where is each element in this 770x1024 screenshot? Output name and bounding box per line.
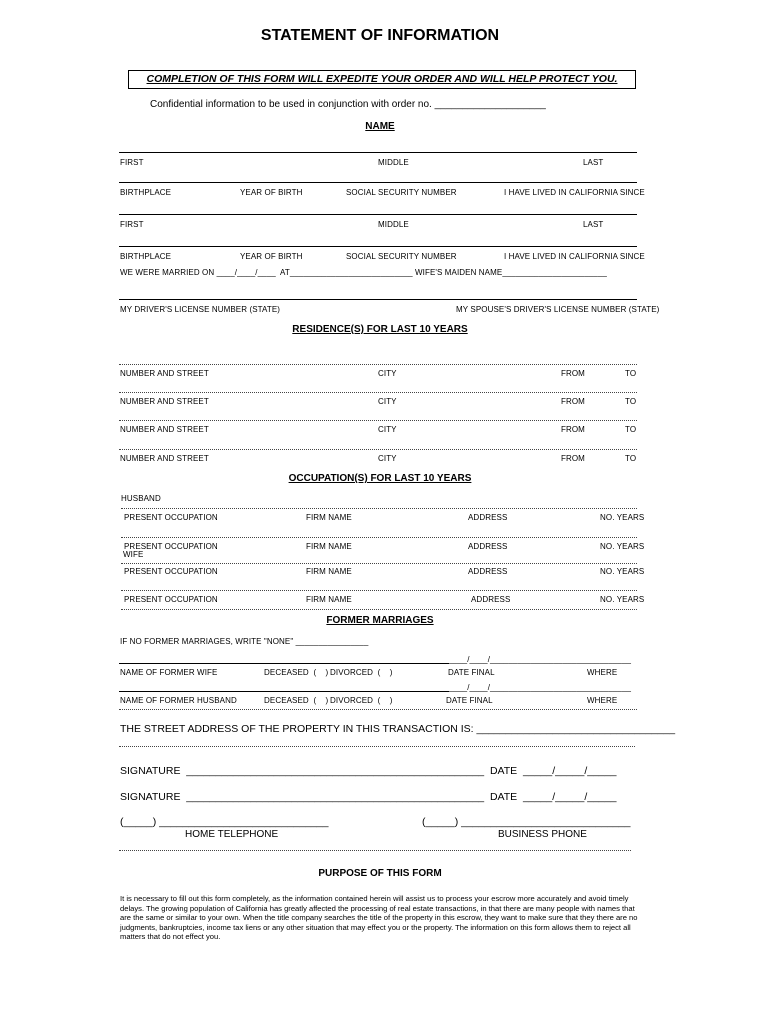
birthplace-label-2: BIRTHPLACE	[120, 252, 172, 261]
firm-name-label: FIRM NAME	[306, 567, 352, 576]
to-label: TO	[625, 425, 637, 434]
city-label: CITY	[378, 454, 397, 463]
middle-label-2: MIDDLE	[378, 220, 409, 229]
occupation-line-3[interactable]	[121, 563, 637, 564]
to-label: TO	[625, 369, 637, 378]
firm-name-label: FIRM NAME	[306, 542, 352, 551]
to-label: TO	[625, 397, 637, 406]
residence-heading: RESIDENCE(S) FOR LAST 10 YEARS	[292, 324, 468, 335]
present-occupation-label: PRESENT OCCUPATION	[124, 595, 218, 604]
present-occupation-label: PRESENT OCCUPATION	[124, 513, 218, 522]
divorced-label[interactable]: DIVORCED ( )	[330, 668, 393, 677]
present-occupation-label: PRESENT OCCUPATION	[124, 542, 218, 551]
residence-line-4[interactable]	[119, 449, 637, 450]
first-label-2: FIRST	[120, 220, 144, 229]
none-note[interactable]: IF NO FORMER MARRIAGES, WRITE "NONE" ________________	[120, 637, 369, 646]
birthplace-label: BIRTHPLACE	[120, 188, 172, 197]
ssn-label: SOCIAL SECURITY NUMBER	[346, 188, 457, 197]
first-label: FIRST	[120, 158, 144, 167]
birth-line-2[interactable]	[119, 246, 637, 247]
occupation-line-4[interactable]	[121, 590, 637, 591]
divorced-label[interactable]: DIVORCED ( )	[330, 696, 393, 705]
signature-line-2[interactable]: SIGNATURE ___________________________________________________ DATE _____/_____/_____	[120, 791, 617, 803]
former-wife-line[interactable]	[119, 663, 449, 664]
from-label: FROM	[561, 425, 585, 434]
residence-line-1[interactable]	[119, 364, 637, 365]
business-phone-line[interactable]: (_____) _____________________________	[422, 816, 631, 828]
married-line[interactable]: WE WERE MARRIED ON ____/____/____ AT___________________________ WIFE'S MAIDEN NAME_______________________	[120, 268, 607, 277]
signature-line-1[interactable]: SIGNATURE ___________________________________________________ DATE _____/_____/_____	[120, 765, 617, 777]
lived-ca-label: I HAVE LIVED IN CALIFORNIA SINCE	[504, 188, 645, 197]
former-marriages-heading: FORMER MARRIAGES	[326, 615, 434, 626]
from-label: FROM	[561, 397, 585, 406]
address-label: ADDRESS	[471, 595, 511, 604]
firm-name-label: FIRM NAME	[306, 513, 352, 522]
street-label: NUMBER AND STREET	[120, 454, 209, 463]
husband-label: HUSBAND	[121, 494, 161, 503]
occupation-line-5	[121, 609, 637, 610]
name-line-2[interactable]	[119, 214, 637, 215]
occupation-heading: OCCUPATION(S) FOR LAST 10 YEARS	[288, 473, 472, 484]
former-divider	[119, 709, 637, 710]
residence-line-3[interactable]	[119, 420, 637, 421]
present-occupation-label: PRESENT OCCUPATION	[124, 567, 218, 576]
years-label: NO. YEARS	[600, 542, 645, 551]
date-final-label: DATE FINAL	[448, 668, 495, 677]
residence-line-2[interactable]	[119, 392, 637, 393]
former-husband-line[interactable]	[119, 691, 449, 692]
years-label: NO. YEARS	[600, 567, 645, 576]
my-license-label: MY DRIVER'S LICENSE NUMBER (STATE)	[120, 305, 281, 314]
property-divider	[119, 746, 635, 747]
purpose-text: It is necessary to fill out this form completely, as the information contained herein will assist us to process your escrow more accurately and avoid timely delays. The growing population of California has greatly affected the processing of real estate transactions, in that there are many people with names that are the same or similar to your own. When the title company searches the title of the property in this escrow, they want to make sure that they there are no judgments, bankruptcies, income tax liens or any other situation that may effect you or the property. The information on this form allows them to reject all matters that do not effect you.	[120, 894, 638, 942]
order-number-line: Confidential information to be used in conjunction with order no. ____________________	[150, 99, 546, 110]
street-label: NUMBER AND STREET	[120, 369, 209, 378]
from-label: FROM	[561, 454, 585, 463]
purpose-heading: PURPOSE OF THIS FORM	[318, 868, 442, 879]
firm-name-label: FIRM NAME	[306, 595, 352, 604]
name-line-1[interactable]	[119, 152, 637, 153]
former-wife-label: NAME OF FORMER WIFE	[120, 668, 218, 677]
year-of-birth-label: YEAR OF BIRTH	[240, 188, 303, 197]
ssn-label-2: SOCIAL SECURITY NUMBER	[346, 252, 457, 261]
former-husband-date-line[interactable]: ____/____/_______________________________	[449, 683, 632, 692]
deceased-label[interactable]: DECEASED ( )	[264, 696, 329, 705]
wife-label: WIFE	[123, 550, 144, 559]
city-label: CITY	[378, 397, 397, 406]
where-label: WHERE	[587, 696, 618, 705]
city-label: CITY	[378, 369, 397, 378]
name-heading: NAME	[365, 121, 395, 132]
deceased-label[interactable]: DECEASED ( )	[264, 668, 329, 677]
page-title: STATEMENT OF INFORMATION	[260, 27, 500, 44]
years-label: NO. YEARS	[600, 513, 645, 522]
last-label: LAST	[583, 158, 604, 167]
where-label: WHERE	[587, 668, 618, 677]
to-label: TO	[625, 454, 637, 463]
occupation-line-2[interactable]	[121, 537, 637, 538]
occupation-line-1[interactable]	[121, 508, 637, 509]
years-label: NO. YEARS	[600, 595, 645, 604]
spouse-license-label: MY SPOUSE'S DRIVER'S LICENSE NUMBER (STATE)	[456, 305, 660, 314]
lived-ca-label-2: I HAVE LIVED IN CALIFORNIA SINCE	[504, 252, 645, 261]
home-phone-line[interactable]: (_____) _____________________________	[120, 816, 329, 828]
birth-line-1[interactable]	[119, 182, 637, 183]
date-final-label: DATE FINAL	[446, 696, 493, 705]
year-of-birth-label-2: YEAR OF BIRTH	[240, 252, 303, 261]
former-husband-label: NAME OF FORMER HUSBAND	[120, 696, 237, 705]
business-phone-label: BUSINESS PHONE	[498, 829, 587, 840]
from-label: FROM	[561, 369, 585, 378]
middle-label: MIDDLE	[378, 158, 409, 167]
address-label: ADDRESS	[468, 513, 508, 522]
license-line[interactable]	[119, 299, 637, 300]
street-label: NUMBER AND STREET	[120, 397, 209, 406]
property-address-line[interactable]: THE STREET ADDRESS OF THE PROPERTY IN THIS TRANSACTION IS: __________________________________	[120, 723, 676, 735]
home-phone-label: HOME TELEPHONE	[185, 829, 279, 840]
signature-divider	[119, 850, 631, 851]
city-label: CITY	[378, 425, 397, 434]
last-label-2: LAST	[583, 220, 604, 229]
former-wife-date-line[interactable]: ____/____/_______________________________	[449, 655, 632, 664]
notice-banner: COMPLETION OF THIS FORM WILL EXPEDITE YOUR ORDER AND WILL HELP PROTECT YOU.	[128, 70, 636, 89]
address-label: ADDRESS	[468, 542, 508, 551]
street-label: NUMBER AND STREET	[120, 425, 209, 434]
address-label: ADDRESS	[468, 567, 508, 576]
